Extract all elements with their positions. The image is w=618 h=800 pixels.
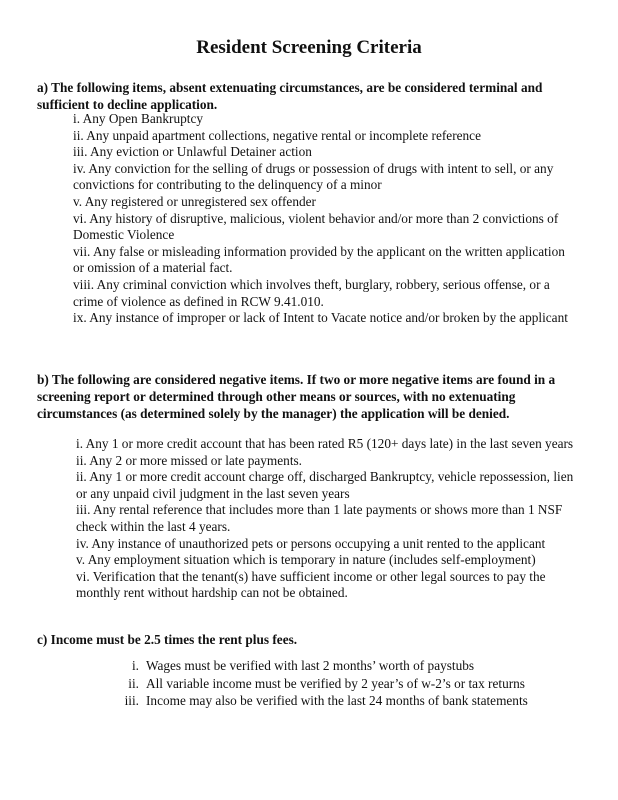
list-item: ii. Any unpaid apartment collections, negative rental or incomplete reference: [73, 127, 481, 143]
list-item: viii. Any criminal conviction which involves theft, burglary, robbery, serious offense, or a crime of violence as defined in RCW 9.41.010.: [73, 276, 550, 309]
list-item-number: iii.: [124, 693, 139, 708]
page-title: Resident Screening Criteria: [196, 37, 422, 58]
list-item: ii. Any 2 or more missed or late payments.: [76, 452, 303, 468]
list-item: [117, 692, 577, 710]
list-item: vii. Any false or misleading information provided by the applicant on the written application or omission of a material fact.: [73, 243, 565, 276]
list-item: iii. Any rental reference that includes more than 1 late payments or shows more than 1 NSF check within the last 4 years.: [76, 502, 563, 534]
list-item: i. Any Open Bankruptcy: [73, 111, 203, 126]
list-item: iii. Any eviction or Unlawful Detainer action: [73, 144, 312, 160]
section-b-heading: b) The following are considered negative items. If two or more negative items are found in a screening report or determined through other means or sources, with no extenuating circumstances (as determined solely by the manager) the application will be denied.: [37, 372, 556, 421]
list-item: i. Any 1 or more credit account that has been rated R5 (120+ days late) in the last seven years: [76, 436, 574, 451]
list-item: iv. Any conviction for the selling of drugs or possession of drugs with intent to sell, or any convictions for contributing to the delinquency of a minor: [73, 160, 554, 193]
list-item: v. Any registered or unregistered sex offender: [73, 193, 316, 209]
section-a-heading: a) The following items, absent extenuating circumstances, are be considered terminal and sufficient to decline application.: [37, 80, 543, 112]
list-item-text: Wages must be verified with last 2 months’ worth of paystubs: [146, 658, 475, 673]
section-a-list: [73, 111, 573, 327]
section-c-heading: c) Income must be 2.5 times the rent plus fees.: [37, 632, 298, 647]
list-item: v. Any employment situation which is temporary in nature (includes self-employment): [76, 552, 536, 568]
list-item: ii. Any 1 or more credit account charge off, discharged Bankruptcy, vehicle repossession, lien or any unpaid civil judgment in the last seven years: [76, 469, 574, 501]
list-item: iv. Any instance of unauthorized pets or persons occupying a unit rented to the applicant: [76, 535, 546, 551]
list-item: vi. Any history of disruptive, malicious, violent behavior and/or more than 2 convictions of Domestic Violence: [73, 210, 559, 243]
list-item-text: All variable income must be verified by 2 year’s of w-2’s or tax returns: [146, 675, 525, 691]
list-item-number: i.: [131, 658, 139, 673]
section-c-list: [117, 657, 577, 710]
list-item-text: Income may also be verified with the last 24 months of bank statements: [146, 693, 528, 708]
list-item: [117, 675, 577, 693]
list-item: ix. Any instance of improper or lack of Intent to Vacate notice and/or broken by the applicant: [73, 310, 568, 326]
list-item-number: ii.: [128, 675, 139, 691]
list-item: vi. Verification that the tenant(s) have sufficient income or other legal sources to pay the monthly rent without hardship can not be obtained.: [76, 568, 546, 601]
list-item: [117, 657, 577, 675]
section-b-list: [76, 436, 584, 602]
